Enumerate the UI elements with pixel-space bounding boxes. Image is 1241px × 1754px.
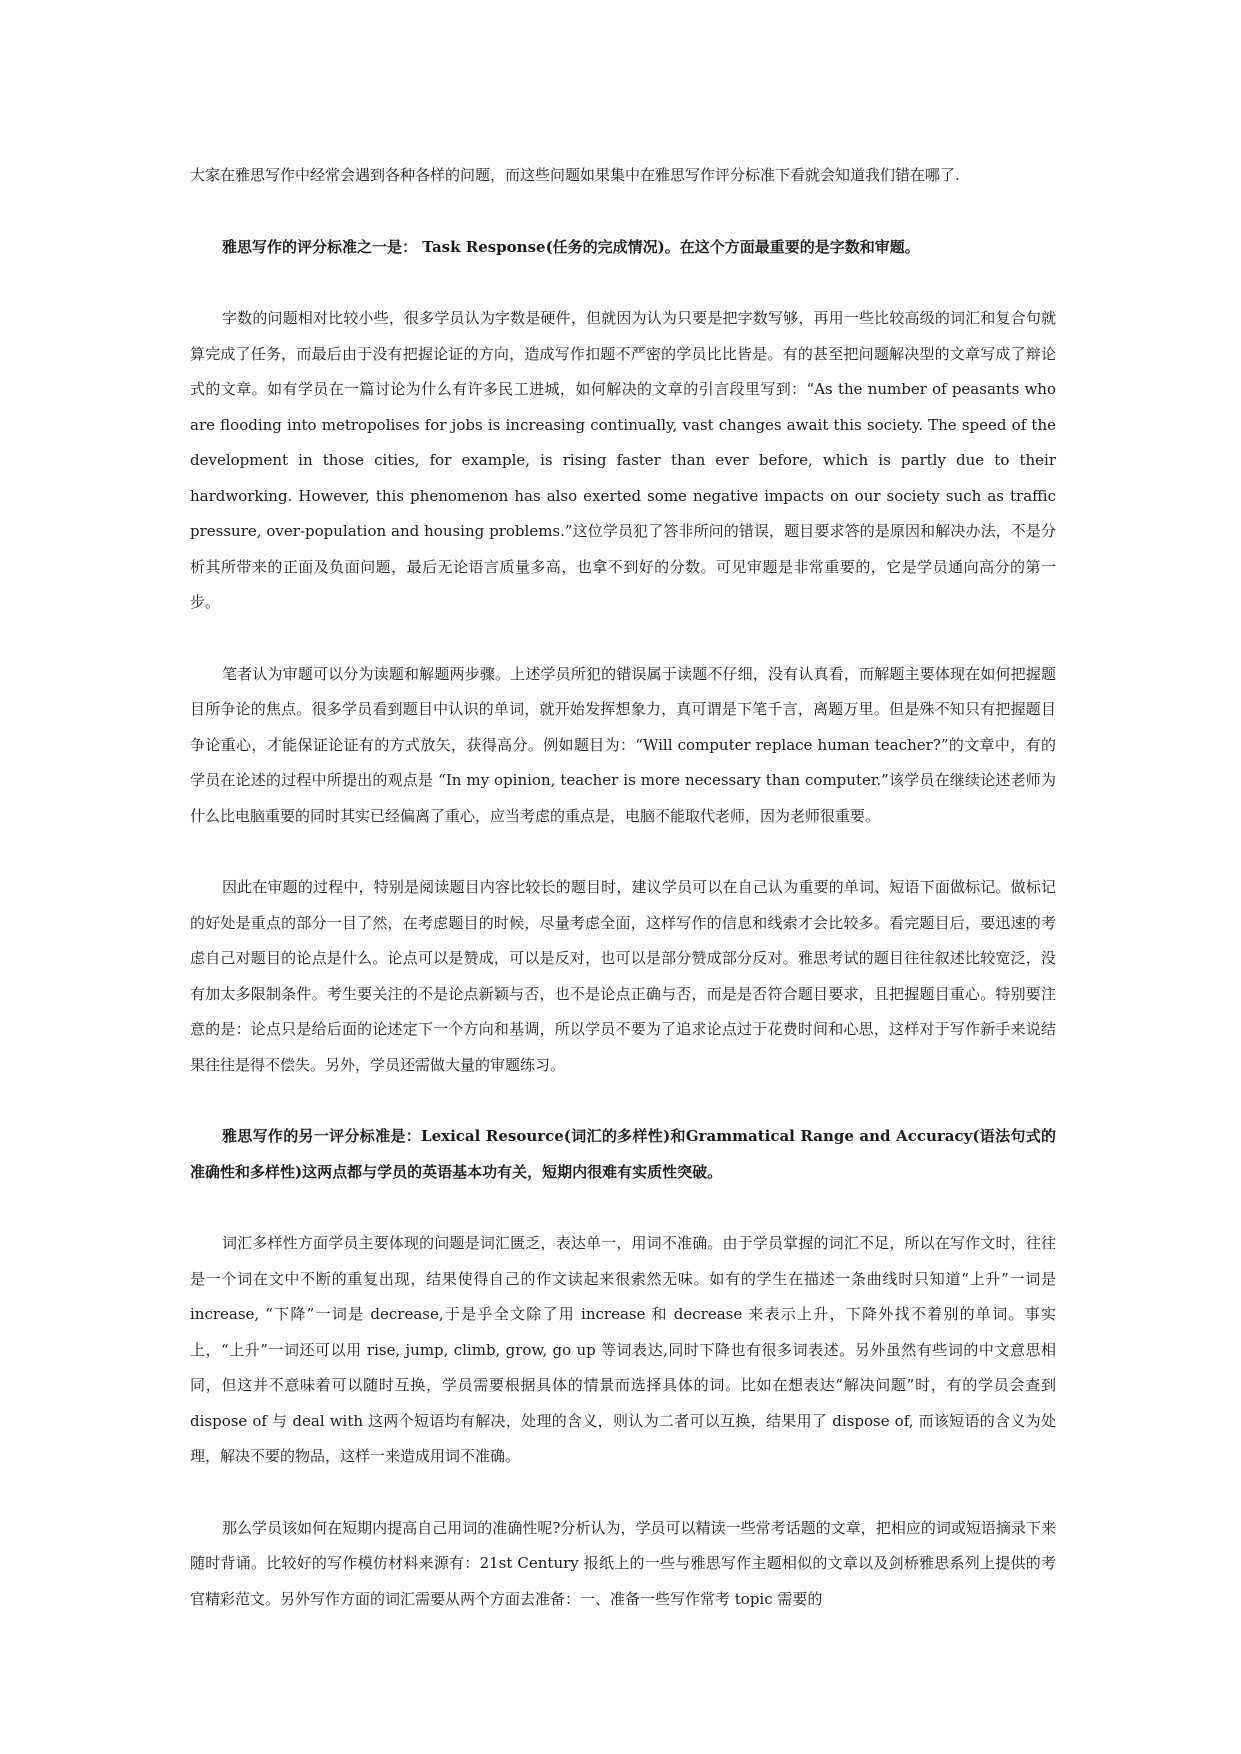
vocabulary-paragraph: 词汇多样性方面学员主要体现的问题是词汇匮乏，表达单一，用词不准确。由于学员掌握的词汇不足，所以在写作文时，往往是一个词在文中不断的重复出现，结果使得自己的作文读起来很索然无味。如有的学生在描述一条曲线时只知道“上升”一词是 increase, “下降”一词是 decrease,于是乎全文除了用 increase 和 decrease 来表示上升，下降外找不着别的单词。事实上，“上升”一词还可以用 rise, jump, climb, grow, go up 等词表达,同时下降也有很多词表述。另外虽然有些词的中文意思相同，但这并不意味着可以随时互换，学员需要根据具体的情景而选择具体的词。比如在想表达“解决问题”时，有的学员会查到 dispose of 与 deal with 这两个短语均有解决，处理的含义，则认为二者可以互换，结果用了 dispose of, 而该短语的含义为处理，解决不要的物品，这样一来造成用词不准确。 bbox=[190, 1234, 1056, 1465]
criterion-task-response-heading: 雅思写作的评分标准之一是： Task Response(任务的完成情况)。在这个方面最重要的是字数和审题。 bbox=[222, 237, 920, 256]
paragraph-gap bbox=[190, 1190, 1056, 1226]
paragraph-gap bbox=[190, 1083, 1056, 1119]
document-page bbox=[190, 158, 1056, 1617]
paragraph-gap bbox=[190, 194, 1056, 230]
paragraph-gap bbox=[190, 621, 1056, 657]
paragraph-gap bbox=[190, 834, 1056, 870]
paragraph-gap bbox=[190, 265, 1056, 301]
paragraph-gap bbox=[190, 1475, 1056, 1511]
word-count-paragraph: 字数的问题相对比较小些，很多学员认为字数是硬件，但就因为认为只要是把字数写够，再用一些比较高级的词汇和复合句就算完成了任务，而最后由于没有把握论证的方向，造成写作扣题不严密的学员比比皆是。有的甚至把问题解决型的文章写成了辩论式的文章。如有学员在一篇讨论为什么有许多民工进城，如何解决的文章的引言段里写到：“As the number of peasants who are flooding into metropolises for jobs is increasing continually, vast changes await this society. The speed of the development in those cities, for example, is rising faster than ever before, which is partly due to their hardworking. However, this phenomenon has also exerted some negative impacts on our society such as traffic pressure, over-population and housing problems.”这位学员犯了答非所问的错误，题目要求答的是原因和解决办法，不是分析其所带来的正面及负面问题，最后无论语言质量多高，也拿不到好的分数。可见审题是非常重要的，它是学员通向高分的第一步。 bbox=[190, 309, 1056, 611]
marking-paragraph: 因此在审题的过程中，特别是阅读题目内容比较长的题目时，建议学员可以在自己认为重要的单词、短语下面做标记。做标记的好处是重点的部分一目了然，在考虑题目的时候，尽量考虑全面，这样写作的信息和线索才会比较多。看完题目后，要迅速的考虑自己对题目的论点是什么。论点可以是赞成，可以是反对，也可以是部分赞成部分反对。雅思考试的题目往往叙述比较宽泛，没有加太多限制条件。考生要关注的不是论点新颖与否，也不是论点正确与否，而是是否符合题目要求，且把握题目重心。特别要注意的是：论点只是给后面的论述定下一个方向和基调，所以学员不要为了追求论点过于花费时间和心思，这样对于写作新手来说结果往往是得不偿失。另外，学员还需做大量的审题练习。 bbox=[190, 878, 1056, 1074]
intro-paragraph: 大家在雅思写作中经常会遇到各种各样的问题，而这些问题如果集中在雅思写作评分标准下看就会知道我们错在哪了. bbox=[190, 166, 960, 184]
reading-topic-paragraph: 笔者认为审题可以分为读题和解题两步骤。上述学员所犯的错误属于读题不仔细，没有认真看，而解题主要体现在如何把握题目所争论的焦点。很多学员看到题目中认识的单词，就开始发挥想象力，真可谓是下笔千言，离题万里。但是殊不知只有把握题目争论重心，才能保证论证有的方式放矢，获得高分。例如题目为：“Will computer replace human teacher?”的文章中，有的学员在论述的过程中所提出的观点是 “In my opinion, teacher is more necessary than computer.”该学员在继续论述老师为什么比电脑重要的同时其实已经偏离了重心，应当考虑的重点是，电脑不能取代老师，因为老师很重要。 bbox=[190, 664, 1056, 825]
improve-paragraph: 那么学员该如何在短期内提高自己用词的准确性呢?分析认为，学员可以精读一些常考话题的文章，把相应的词或短语摘录下来随时背诵。比较好的写作模仿材料来源有：21st Century 报纸上的一些与雅思写作主题相似的文章以及剑桥雅思系列上提供的考官精彩范文。另外写作方面的词汇需要从两个方面去准备：一、准备一些写作常考 topic 需要的 bbox=[190, 1518, 1056, 1608]
criterion-lexical-heading: 雅思写作的另一评分标准是：Lexical Resource(词汇的多样性)和Grammatical Range and Accuracy(语法句式的准确性和多样性)这两点都与学员的英语基本功有关，短期内很难有实质性突破。 bbox=[190, 1127, 1056, 1181]
